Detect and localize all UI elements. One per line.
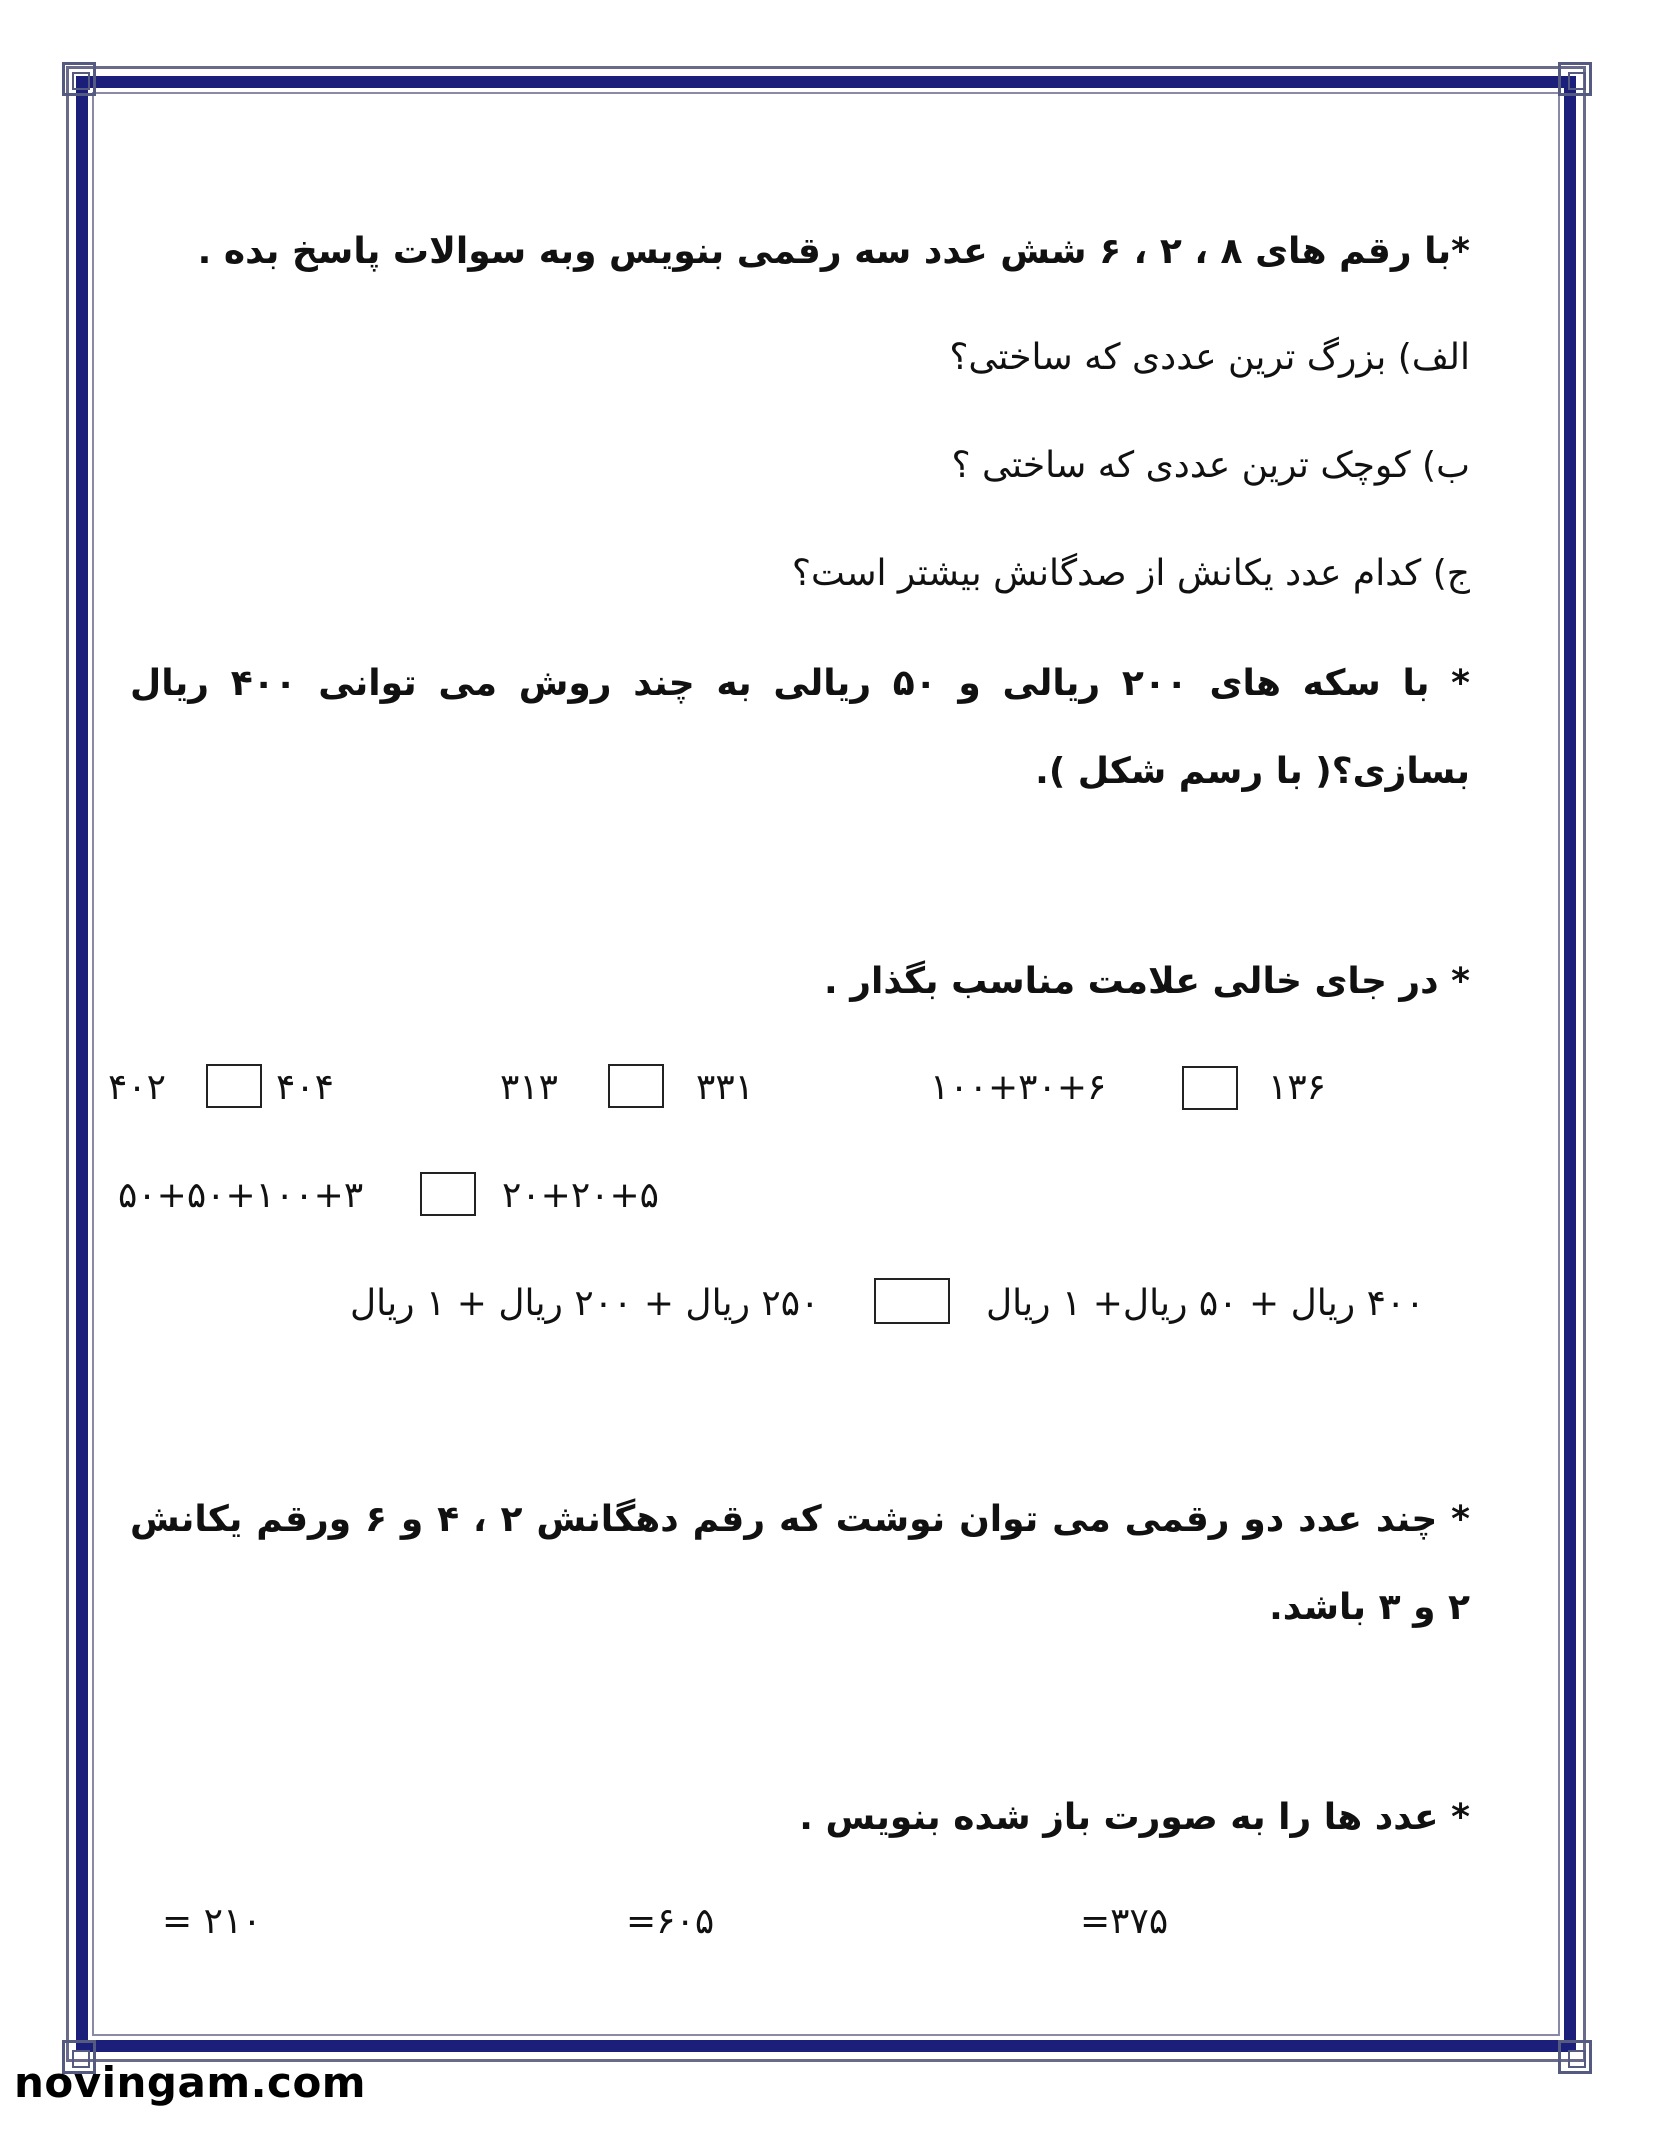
compare-expression: ۳۳۱: [696, 1067, 755, 1108]
expanded-form-item: ۶۰۵=: [626, 1901, 715, 1942]
question-1-part-a: الف) بزرگ ترین عددی که ساختی؟: [949, 337, 1470, 378]
comparison-answer-box[interactable]: [206, 1064, 262, 1108]
question-2-prompt: * با سکه های ۲۰۰ ریالی و ۵۰ ریالی به چند روش می توانی ۴۰۰ ریال بسازی؟( با رسم شکل ).: [130, 663, 1471, 792]
comparison-answer-box[interactable]: [1182, 1066, 1238, 1110]
frame-corner-ornament: [62, 62, 96, 96]
compare-expression: ۴۰۰ ریال + ۵۰ ریال+ ۱ ریال: [986, 1283, 1425, 1324]
compare-expression: ۱۳۶: [1268, 1067, 1327, 1108]
question-1-prompt: *با رقم های ۸ ، ۲ ، ۶ شش عدد سه رقمی بنویس وبه سوالات پاسخ بده .: [197, 231, 1470, 272]
compare-expression: ۴۰۲: [108, 1067, 167, 1108]
question-5-prompt: * عدد ها را به صورت باز شده بنویس .: [799, 1797, 1470, 1838]
question-4-prompt: * چند عدد دو رقمی می توان نوشت که رقم دهگانش ۲ ، ۴ و ۶ ورقم یکانش ۲ و ۳ باشد.: [130, 1499, 1470, 1628]
page-frame-inner: [92, 92, 1560, 2036]
comparison-answer-box[interactable]: [420, 1172, 476, 1216]
compare-expression: ۱۰۰+۳۰+۶: [930, 1067, 1107, 1108]
frame-corner-ornament: [1558, 62, 1592, 96]
site-logo: novingam.com: [14, 2058, 367, 2107]
question-1-part-c: ج) کدام عدد یکانش از صدگانش بیشتر است؟: [791, 553, 1470, 594]
question-3-prompt: * در جای خالی علامت مناسب بگذار .: [824, 961, 1470, 1002]
comparison-answer-box[interactable]: [874, 1278, 950, 1324]
compare-expression: ۴۰۴: [276, 1067, 335, 1108]
compare-expression: ۲۵۰ ریال + ۲۰۰ ریال + ۱ ریال: [350, 1283, 820, 1324]
compare-expression: ۵۰+۵۰+۱۰۰+۳: [118, 1175, 364, 1216]
expanded-form-item: ۳۷۵=: [1080, 1901, 1169, 1942]
frame-corner-ornament: [1558, 2040, 1592, 2074]
compare-expression: ۲۰+۲۰+۵: [502, 1175, 660, 1216]
question-1-part-b: ب) کوچک ترین عددی که ساختی ؟: [951, 445, 1470, 486]
comparison-answer-box[interactable]: [608, 1064, 664, 1108]
expanded-form-item: ۲۱۰ =: [162, 1901, 262, 1942]
compare-expression: ۳۱۳: [500, 1067, 559, 1108]
